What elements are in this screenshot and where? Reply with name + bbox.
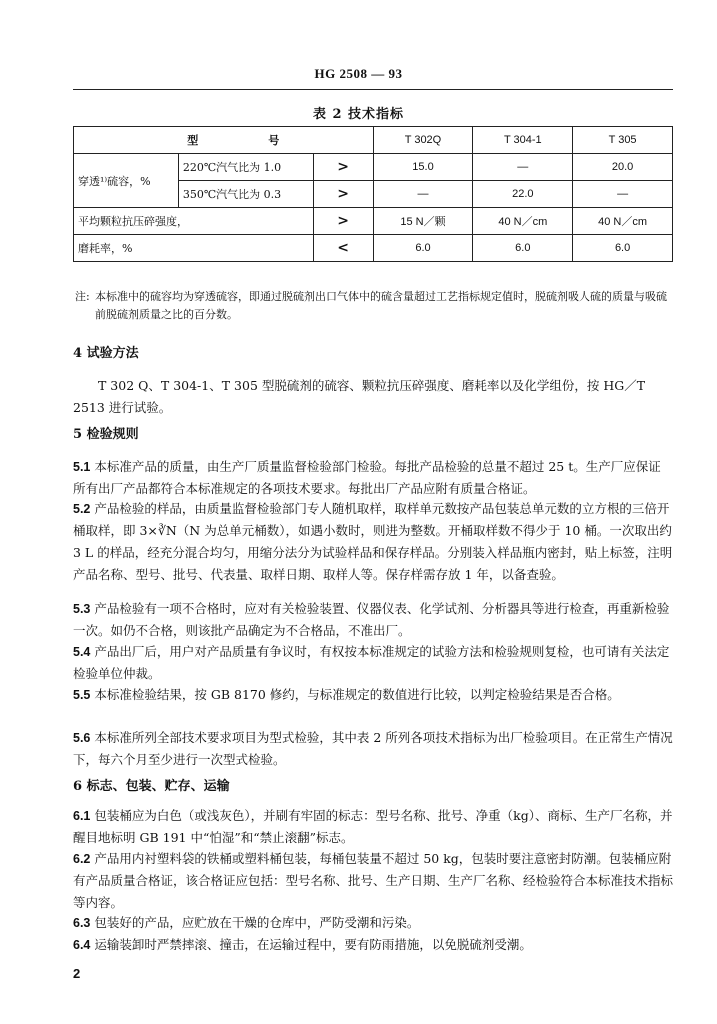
clause-6-1 [73, 805, 673, 849]
clause-number: 6.1 [73, 809, 91, 823]
table-cell: — [573, 181, 673, 208]
clause-text: 本标准所列全部技术要求项目为型式检验，其中表 2 所列各项技术指标为出厂检验项目。在正常生产情况下，每六个月至少进行一次型式检验。 [73, 730, 673, 767]
table-row [74, 208, 673, 235]
clause-text: 产品检验的样品，由质量监督检验部门专人随机取样，取样单元数按产品包装总单元数的立方根的三倍开桶取样，即 3×∛N（N 为总单元桶数），如遇小数时，则进为整数。开桶取样数不得少于 10 桶。一次取出约 3 L 的样品，经充分混合均匀，用缩分法分为试验样品和保存样品。分别装入样品瓶内密封，贴上标签，注明产品名称、型号、批号、代表量、取样日期、取样人等。保存样需存放 1 年，以备查验。 [73, 501, 673, 582]
clause-6-4 [73, 934, 673, 956]
table-row [74, 235, 673, 262]
clause-number: 6.4 [73, 938, 91, 952]
operator-symbol: > [313, 181, 373, 208]
clause-number: 5.3 [73, 602, 91, 616]
table-cell: 22.0 [473, 181, 573, 208]
clause-text: 本标准产品的质量，由生产厂质量监督检验部门检验。每批产品检验的总量不超过 25 t。生产厂应保证所有出厂产品都符合本标准规定的各项技术要求。每批出厂产品应附有质量合格证。 [73, 459, 661, 496]
table-cell: 40 N／cm [573, 208, 673, 235]
clause-5-1 [73, 456, 673, 500]
clause-number: 5.5 [73, 688, 91, 702]
row-label: 磨耗率，% [74, 235, 314, 262]
col-header-t305: T 305 [573, 127, 673, 154]
table-cell: — [373, 181, 473, 208]
technical-spec-table [73, 126, 673, 262]
clause-6-2 [73, 848, 673, 914]
col-header-t304-1: T 304-1 [473, 127, 573, 154]
table-cell: 40 N／cm [473, 208, 573, 235]
operator-symbol: < [313, 235, 373, 262]
clause-number: 6.3 [73, 916, 91, 930]
section-6-title: 6 标志、包装、贮存、运输 [73, 779, 230, 794]
clause-number: 5.6 [73, 731, 91, 745]
clause-text: 产品用内衬塑料袋的铁桶或塑料桶包装，每桶包装量不超过 50 kg，包装时要注意密封防潮。包装桶应附有产品质量合格证，该合格证应包括：型号名称、批号、生产日期、生产厂名称、经检验符合本标准技术指标等内容。 [73, 851, 674, 910]
type-header-label: 型号 [187, 134, 350, 147]
clause-text: 本标准检验结果，按 GB 8170 修约，与标准规定的数值进行比较，以判定检验结果是否合格。 [94, 687, 620, 702]
col-header-t302q: T 302Q [373, 127, 473, 154]
operator-symbol: > [313, 208, 373, 235]
table-cell: 15.0 [373, 154, 473, 181]
table-cell: 15 N／颗 [373, 208, 473, 235]
table-row [74, 154, 673, 181]
row-label: 平均颗粒抗压碎强度， [74, 208, 314, 235]
clause-number: 5.2 [73, 502, 91, 516]
table-cell: 20.0 [573, 154, 673, 181]
clause-5-6 [73, 727, 673, 771]
type-header-cell [74, 127, 374, 154]
clause-text: 包装好的产品，应贮放在干燥的仓库中，严防受潮和污染。 [94, 915, 420, 930]
page-number: 2 [73, 966, 81, 981]
note-text: 本标准中的硫容均为穿透硫容，即通过脱硫剂出口气体中的硫含量超过工艺指标规定值时，脱硫剂吸人硫的质量与吸硫前脱硫剂质量之比的百分数。 [95, 290, 667, 321]
table-title: 表 2 技术指标 [312, 107, 405, 122]
operator-symbol: > [313, 154, 373, 181]
table-cell: 6.0 [373, 235, 473, 262]
clause-5-2 [73, 498, 673, 586]
clause-number: 6.2 [73, 852, 91, 866]
table-header-row [74, 127, 673, 154]
section-5-title: 5 检验规则 [73, 427, 139, 442]
table-cell: — [473, 154, 573, 181]
section-4-title: 4 试验方法 [73, 346, 139, 361]
row-sub-label: 350℃汽气比为 0.3 [178, 181, 313, 208]
header-rule [73, 89, 673, 90]
document-code-header: HG 2508 — 93 [314, 66, 403, 81]
clause-5-3 [73, 598, 673, 642]
note-label: 注: [75, 290, 90, 303]
clause-5-4 [73, 641, 673, 685]
clause-text: 运输装卸时严禁摔滚、撞击，在运输过程中，要有防雨措施，以免脱硫剂受潮。 [94, 937, 532, 952]
clause-text: 产品出厂后，用户对产品质量有争议时，有权按本标准规定的试验方法和检验规则复检，也可请有关法定检验单位仲裁。 [73, 644, 670, 681]
table-cell: 6.0 [473, 235, 573, 262]
table-cell: 6.0 [573, 235, 673, 262]
table-note [75, 288, 673, 324]
clause-5-5 [73, 684, 673, 706]
clause-text: 包装桶应为白色（或浅灰色），并刷有牢固的标志：型号名称、批号、净重（kg）、商标、生产厂名称，并醒目地标明 GB 191 中“怕湿”和“禁止滚翻”标志。 [73, 808, 673, 845]
sulfur-capacity-label: 穿透¹⁾硫容，% [74, 154, 179, 208]
clause-6-3 [73, 912, 673, 934]
clause-number: 5.1 [73, 460, 91, 474]
section-4-text: T 302 Q、T 304-1、T 305 型脱硫剂的硫容、颗粒抗压碎强度、磨耗率以及化学组份，按 HG／T 2513 进行试验。 [73, 378, 646, 415]
clause-text: 产品检验有一项不合格时，应对有关检验装置、仪器仪表、化学试剂、分析器具等进行检查，再重新检验一次。如仍不合格，则该批产品确定为不合格品，不准出厂。 [73, 601, 670, 638]
row-sub-label: 220℃汽气比为 1.0 [178, 154, 313, 181]
clause-number: 5.4 [73, 645, 91, 659]
